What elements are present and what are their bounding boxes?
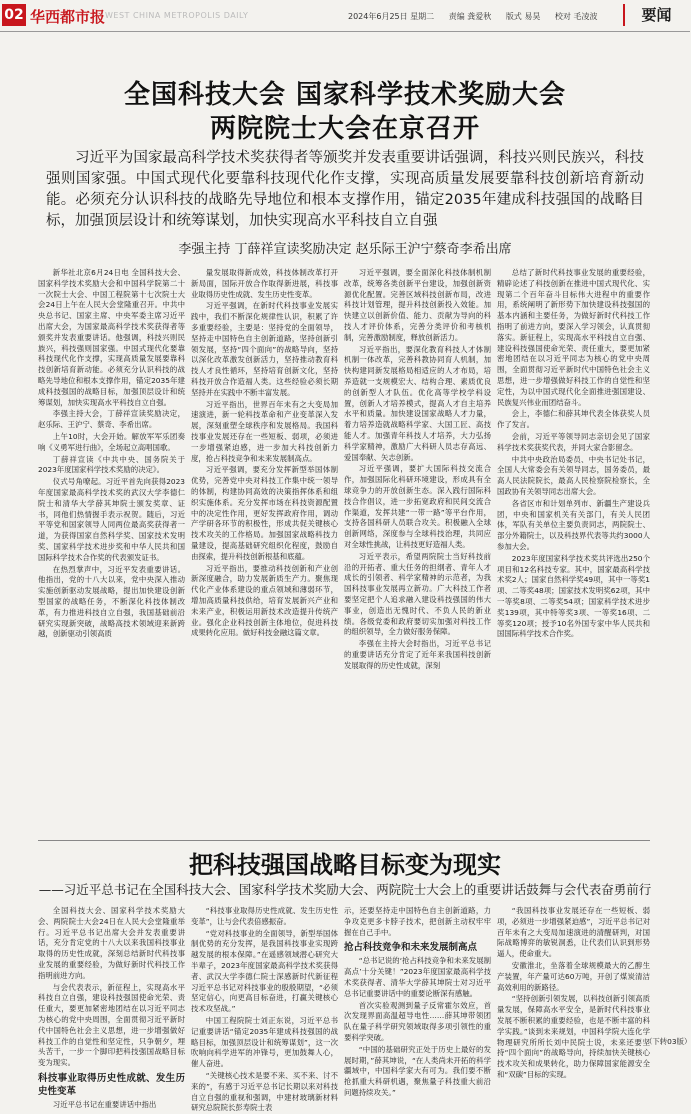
paragraph: 习近平强调，要充分发挥新型举国体制优势，完善党中央对科技工作集中统一领导的体制，构建协同高效的决策指挥体系和组织实施体系。充分发挥市场在科技资源配置中的决定性作用，更好发挥政府作用，调动产学研各环节的积极性，形成共促关键核心技术攻关的工作格局。加强国家战略科技力量建设，提高基础研究组织化程度，鼓励自由探索，提升科技创新根基和底蕴。 [191,465,338,561]
article1-column-1 [38,268,185,834]
paragraph: 仪式号角嘹起。习近平首先向获得2023年度国家最高科学技术奖的武汉大学李德仁院士和清华大学薛其坤院士颁发奖章、证书，同他们热情握手表示祝贺。随后，习近平等党和国家领导人同两位最高奖获得者一道，为获得国家自然科学奖、国家技术发明奖、国家科学技术进步奖和中华人民共和国国际科学技术合作奖的代表颁发证书。 [38,477,185,562]
article1-column-4 [497,268,650,834]
article2-column-3 [344,906,491,1097]
paragraph: 各省区市和计划单列市、新疆生产建设兵团，中央和国家机关有关部门，有关人民团体，军队有关单位主要负责同志，两院院士、部分外籍院士，以及科技界代表等共约3000人参加大会。 [497,498,650,551]
header-divider [0,31,690,32]
editor-credit: 责编 龚爱秋 [448,12,492,21]
issue-date: 2024年6月25日 星期二 [348,12,435,21]
designer-credit: 版式 易昊 [505,12,541,21]
paragraph: 习近平强调，在新时代科技事业发展实践中，我们不断深化规律性认识，积累了许多重要经验，主要是：坚持党的全面领导，坚持走中国特色自主创新道路，坚持创新引领发展，坚持“四个面向”的战略导向，坚持以深化改革激发创新活力，坚持推动教育科技人才良性循环，坚持培育创新文化，坚持科技开放合作造福人类。这些经验必须长期坚持并在实践中不断丰富发展。 [191,301,338,397]
paragraph: “总书记说的‘抢占科技竞争和未来发展制高点’十分关键！”2023年度国家最高科学技术奖获得者、清华大学薛其坤院士对习近平总书记重要讲话中的重要论断深有感触。 [344,956,491,998]
paragraph: 全国科技大会、国家科学技术奖励大会、两院院士大会24日在人民大会堂隆重举行。习近平总书记出席大会并发表重要讲话，充分肯定党的十八大以来我国科技事业取得的历史性成就，深刻总结新时代科技事业发展的重要经验，为做好新时代科技工作指明前进方向。 [38,906,185,980]
paragraph: 习近平表示，希望两院院士当好科技前沿的开拓者、重大任务的担纲者、青年人才成长的引领者、科学家精神的示范者，为我国科技事业发展再立新功。广大科技工作者要坚定把个人追求融入建设科技强国的伟大事业，创造出无愧时代、不负人民的新业绩。各级党委和政府要切实加强对科技工作的组织领导，全力做好服务保障。 [344,551,491,637]
paragraph: “我国科技事业发展还存在一些短板、弱项，必须进一步增强紧迫感”，习近平总书记对百年未有之大变局加速演进的清醒研判，对国际战略博弈的敏锐洞悉，让代表们认识到形势逼人，使命重大。 [497,906,650,959]
paragraph: 在热烈掌声中，习近平发表重要讲话。他指出，党的十八大以来，党中央深入推动实施创新驱动发展战略，提出加快建设创新型国家的战略任务，不断深化科技体制改革，有力推进科技自立自强，我国基础前沿研究实现新突破，战略高技术领域迎来新跨越，创新驱动引领高质 [38,564,185,639]
paragraph: 习近平强调，要全面深化科技体制机制改革，统筹各类创新平台建设，加强创新资源优化配置。完善区域科技创新布局，改进科技计划管理，提升科技创新投入效能。加快建立以创新价值、能力、贡献为导向的科技人才评价体系，完善分类评价和考核机制，完善激励制度，释放创新活力。 [344,268,491,342]
paragraph: 中国工程院院士刘正东说，习近平总书记重要讲话“锚定2035年建成科技强国的战略目标，加强顶层设计和统筹谋划”，这一次吹响向科学进军的冲锋号，更加鼓舞人心，催人奋进。 [191,1015,338,1069]
article-divider [38,840,650,841]
paragraph: 习近平指出，要深化教育科技人才体制机制一体改革，完善科教协同育人机制，加快构建同新发展格局相适应的人才布局，培养造就一支规模宏大、结构合理、素质优良的创新型人才队伍。优化高等学校学科设置，创新人才培养模式，提高人才自主培养水平和质量。加快建设国家战略人才力量，着力培养造就战略科学家、大国工匠、高技能人才。加强青年科技人才培养，大力弘扬科学家精神，激励广大科研人员志存高远、爱国奉献、矢志创新。 [344,344,491,462]
proofreader-credit: 校对 毛凌波 [554,12,598,21]
page-number: 02 [2,4,26,26]
paragraph: 2023年度国家科学技术奖共评选出250个项目和12名科技专家。其中，国家最高科学技术奖2人；国家自然科学奖49项，其中一等奖1项、二等奖48项；国家技术发明奖62项，其中一等奖8项、二等奖54项；国家科学技术进步奖139项，其中特等奖3项、一等奖16项、二等奖120项；授予10名外国专家中华人民共和国国际科学技术合作奖。 [497,553,650,639]
article1-column-3 [344,268,491,834]
paragraph: 量发展取得新成效，科技体制改革打开新局面，国际开放合作取得新进展，科技事业取得历史性成就、发生历史性变革。 [191,268,338,299]
paragraph: 中共中央政治局委员、中央书记处书记，全国人大常委会有关领导同志，国务委员，最高人民法院院长，最高人民检察院检察长，全国政协有关领导同志出席大会。 [497,454,650,496]
section-subhead: 抢占科技竞争和未来发展制高点 [344,942,478,954]
paragraph: 李强主持大会，丁薛祥宣读奖励决定，赵乐际、王沪宁、蔡奇、李希出席。 [38,409,185,430]
paragraph: 首次实验观测到量子反常霍尔效应，首次发现界面高温超导电性……薛其坤带领团队在量子科学研究领域取得多项引领性的重要科学突破。 [344,1000,491,1042]
paragraph: 会上，李德仁和薛其坤代表全体获奖人员作了发言。 [497,409,650,430]
deck-text: 习近平为国家最高科学技术奖获得者等颁奖并发表重要讲话强调，科技兴则民族兴，科技强则国家强。中国式现代化要靠科技现代化作支撑，实现高质量发展要靠科技创新培育新动能。必须充分认识科技的战略先导地位和根本支撑作用，锚定2035年建成科技强国的战略目标，加强顶层设计和统筹谋划，加快实现高水平科技自立自强 [46,150,644,229]
article2-column-2 [191,906,338,1113]
paragraph: 上午10时，大会开始。解放军军乐团奏响《义勇军进行曲》，全场起立高唱国歌。 [38,431,185,452]
paragraph: 李强在主持大会时指出，习近平总书记的重要讲话充分肯定了近年来我国科技创新发展取得的历史性成就，深刻 [344,639,491,670]
paragraph: 安徽淮北，坐落着全球规模最大的乙醇生产装置，年产量可达60万吨，开创了煤炭清洁高效利用的新路径。 [497,960,650,992]
section-subhead: 科技事业取得历史性成就、发生历史性变革 [38,1072,185,1097]
paragraph: 习近平总书记在重要讲话中指出 [52,1099,157,1109]
paragraph: “关键核心技术是要不来、买不来、讨不来的”，有感于习近平总书记长期以来对科技自立自强的重视和强调，中建材玻璃新材料研究总院院长彭寿院士表 [191,1070,338,1113]
deck [46,148,644,232]
paragraph: 示，还要坚持走中国特色自主创新道路，力争攻克更多卡脖子技术，把创新主动权牢牢握在自己手中。 [344,906,491,937]
second-headline: 把科技强国战略目标变为现实 [189,851,501,879]
paragraph: 丁薛祥宣读《中共中央、国务院关于2023年度国家科学技术奖励的决定》。 [38,454,185,475]
paragraph: 总结了新时代科技事业发展的重要经验，精辟论述了科技创新在推进中国式现代化、实现第二个百年奋斗目标伟大进程中的重要作用，系统阐明了新形势下加快建设科技强国的基本内涵和主要任务，为做好新时代科技工作指明了前进方向，要深入学习领会，认真贯彻落实。新征程上，实现高水平科技自立自强、建设科技强国使命光荣、责任重大，要更加紧密地团结在以习近平同志为核心的党中央周围，全面贯彻习近平新时代中国特色社会主义思想，进一步增强做好科技工作的自觉性和坚定性，为以中国式现代化全面推进强国建设、民族复兴伟业而团结奋斗。 [497,268,650,407]
paragraph: 习近平指出，世界百年未有之大变局加速演进，新一轮科技革命和产业变革深入发展，深刻重塑全球秩序和发展格局。我国科技事业发展还存在一些短板、弱项，必须进一步增强紧迫感，进一步加大科技创新力度，抢占科技竞争和未来发展制高点。 [191,399,338,463]
second-subheadline: ——习近平总书记在全国科技大会、国家科学技术奖励大会、两院院士大会上的重要讲话鼓舞与会代表奋勇前行 [38,882,652,897]
article2-column-4 [497,906,650,1079]
paragraph: 与会代表表示，新征程上，实现高水平科技自立自强，建设科技强国使命光荣、责任重大，要更加紧密地团结在以习近平同志为核心的党中央周围，全面贯彻习近平新时代中国特色社会主义思想，进一步增强做好科技工作的自觉性和坚定性，只争朝夕，埋头苦干，一步一个脚印把科技强国战略目标变为现实。 [38,982,185,1068]
newspaper-logo-english: WEST CHINA METROPOLIS DAILY [105,11,249,20]
main-headline-line1: 全国科技大会 国家科学技术奖励大会 [123,80,567,110]
byline: 李强主持 丁薛祥宣读奖励决定 赵乐际王沪宁蔡奇李希出席 [178,242,512,257]
paragraph: 新华社北京6月24日电 全国科技大会、国家科学技术奖励大会和中国科学院第二十一次院士大会、中国工程院第十七次院士大会24日上午在人民大会堂隆重召开。中共中央总书记、国家主席、中央军委主席习近平出席大会，为国家最高科学技术奖获得者等颁奖并发表重要讲话。他强调，科技兴则民族兴，科技强则国家强。中国式现代化要靠科技现代化作支撑，实现高质量发展要靠科技创新培育新动能。必须充分认识科技的战略先导地位和根本支撑作用，锚定2035年建成科技强国的战略目标，加强顶层设计和统筹谋划，加快实现高水平科技自立自强。 [38,268,185,407]
paragraph: 会前，习近平等领导同志亲切会见了国家科学技术奖获奖代表，并同大家合影留念。 [497,431,650,452]
continued-note: （下转03版） [645,1037,691,1046]
masthead [0,0,690,32]
paragraph: 习近平指出，要推动科技创新和产业创新深度融合，助力发展新质生产力。聚焦现代化产业体系建设的重点领域和薄弱环节，增加高质量科技供给，培育发展新兴产业和未来产业，积极运用新技术改造提升传统产业。强化企业科技创新主体地位，促进科技成果转化应用。做好科技金融这篇文章。 [191,563,338,638]
article1-column-2 [191,268,338,834]
paragraph: “坚持创新引领发展，以科技创新引领高质量发展，保障高水平安全，是新时代科技事业发展不断积累的重要经验，也是不断丰富的科学实践。”谈到未来规划，中国科学院大连化学物理研究所所长刘中民院士说，未来还要坚持“四个面向”的战略导向，持续加快关键核心技术攻关和成果转化，助力保障国家能源安全和“双碳”目标的实现。 [497,994,650,1079]
paragraph: “科技事业取得历史性成就、发生历史性变革”，让与会代表倍感振奋。 [191,906,338,926]
paragraph: “中国的基础研究正处于历史上最好的发展时期，”薛其坤说，“在人类尚未开拓的科学疆域中，中国科学家大有可为。我们要不断抢抓重大科研机遇，聚焦量子科技重大前沿问题持续攻关。” [344,1044,491,1097]
newspaper-logo: 华西都市报 [30,8,106,26]
article2-column-1 [38,906,185,1109]
paragraph: 习近平强调，要扩大国际科技交流合作，加强国际化科研环境建设，形成具有全球竞争力的开放创新生态。深入践行国际科技合作倡议，进一步拓宽政府和民间交流合作渠道，发挥共建“一带一路”等平台作用，支持各国科研人员联合攻关。积极融入全球创新网络，深度参与全球科技治理，共同应对全球性挑战，让科技更好造福人类。 [344,464,491,549]
header-info [348,11,609,22]
section-label: 要闻 [623,4,688,26]
main-headline-line2: 两院院士大会在京召开 [209,114,480,144]
paragraph: “党对科技事业的全面领导，新型举国体制优势的充分发挥，是我国科技事业实现跨越发展的根本保障。”在遥感领域潜心研究大半辈子，2023年度国家最高科学技术奖获得者、武汉大学李德仁院士深感新时代新征程习近平总书记对科技事业的殷殷期望，“必须坚定信心，向更高目标奋进，打赢关键核心技术攻坚战。” [191,928,338,1014]
